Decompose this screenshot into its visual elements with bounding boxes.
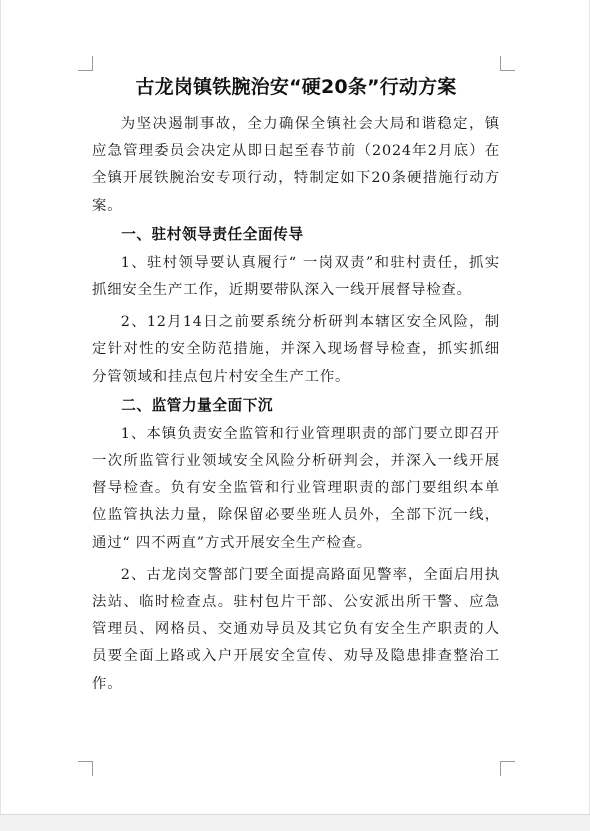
page-corner-mark-bottom-left xyxy=(78,761,93,776)
section-1-item-2: 2、12月14日之前要系统分析研判本辖区安全风险，制定针对性的安全防范措施，并深入现场督导检查，抓实抓细分管领域和挂点包片村安全生产工作。 xyxy=(92,314,500,385)
section-heading-2: 二、监管力量全面下沉 xyxy=(121,396,274,414)
page-corner-mark-top-left xyxy=(78,56,93,71)
document-body[interactable] xyxy=(92,68,500,698)
section-heading-1: 一、驻村领导责任全面传导 xyxy=(121,225,304,243)
section-2-item-1: 1、本镇负责安全监管和行业管理职责的部门要立即召开一次所监管行业领域安全风险分析研判会，并深入一线开展督导检查。负有安全监管和行业管理职责的部门要组织本单位监管执法力量，除保留必要坐班人员外，全部下沉一线，通过“ 四不两直”方式开展安全生产检查。 xyxy=(92,425,500,551)
page-corner-mark-bottom-right xyxy=(500,761,515,776)
intro-paragraph: 为坚决遏制事故，全力确保全镇社会大局和谐稳定，镇应急管理委员会决定从即日起至春节前（2024年2月底）在全镇开展铁腕治安专项行动，特制定如下20条硬措施行动方案。 xyxy=(92,116,500,214)
page-corner-mark-top-right xyxy=(500,56,515,71)
section-1-item-1: 1、驻村领导要认真履行“ 一岗双责”和驻村责任，抓实抓细安全生产工作，近期要带队深入一线开展督导检查。 xyxy=(92,254,500,299)
page-bottom-edge xyxy=(0,814,590,831)
section-2-item-2: 2、古龙岗交警部门要全面提高路面见警率，全面启用执法站、临时检查点。驻村包片干部、公安派出所干警、应急管理员、网格员、交通劝导员及其它负有安全生产职责的人员要全面上路或入户开展安全宣传、劝导及隐患排查整治工作。 xyxy=(92,566,500,692)
document-title: 古龙岗镇铁腕治安“硬20条”行动方案 xyxy=(135,76,457,98)
